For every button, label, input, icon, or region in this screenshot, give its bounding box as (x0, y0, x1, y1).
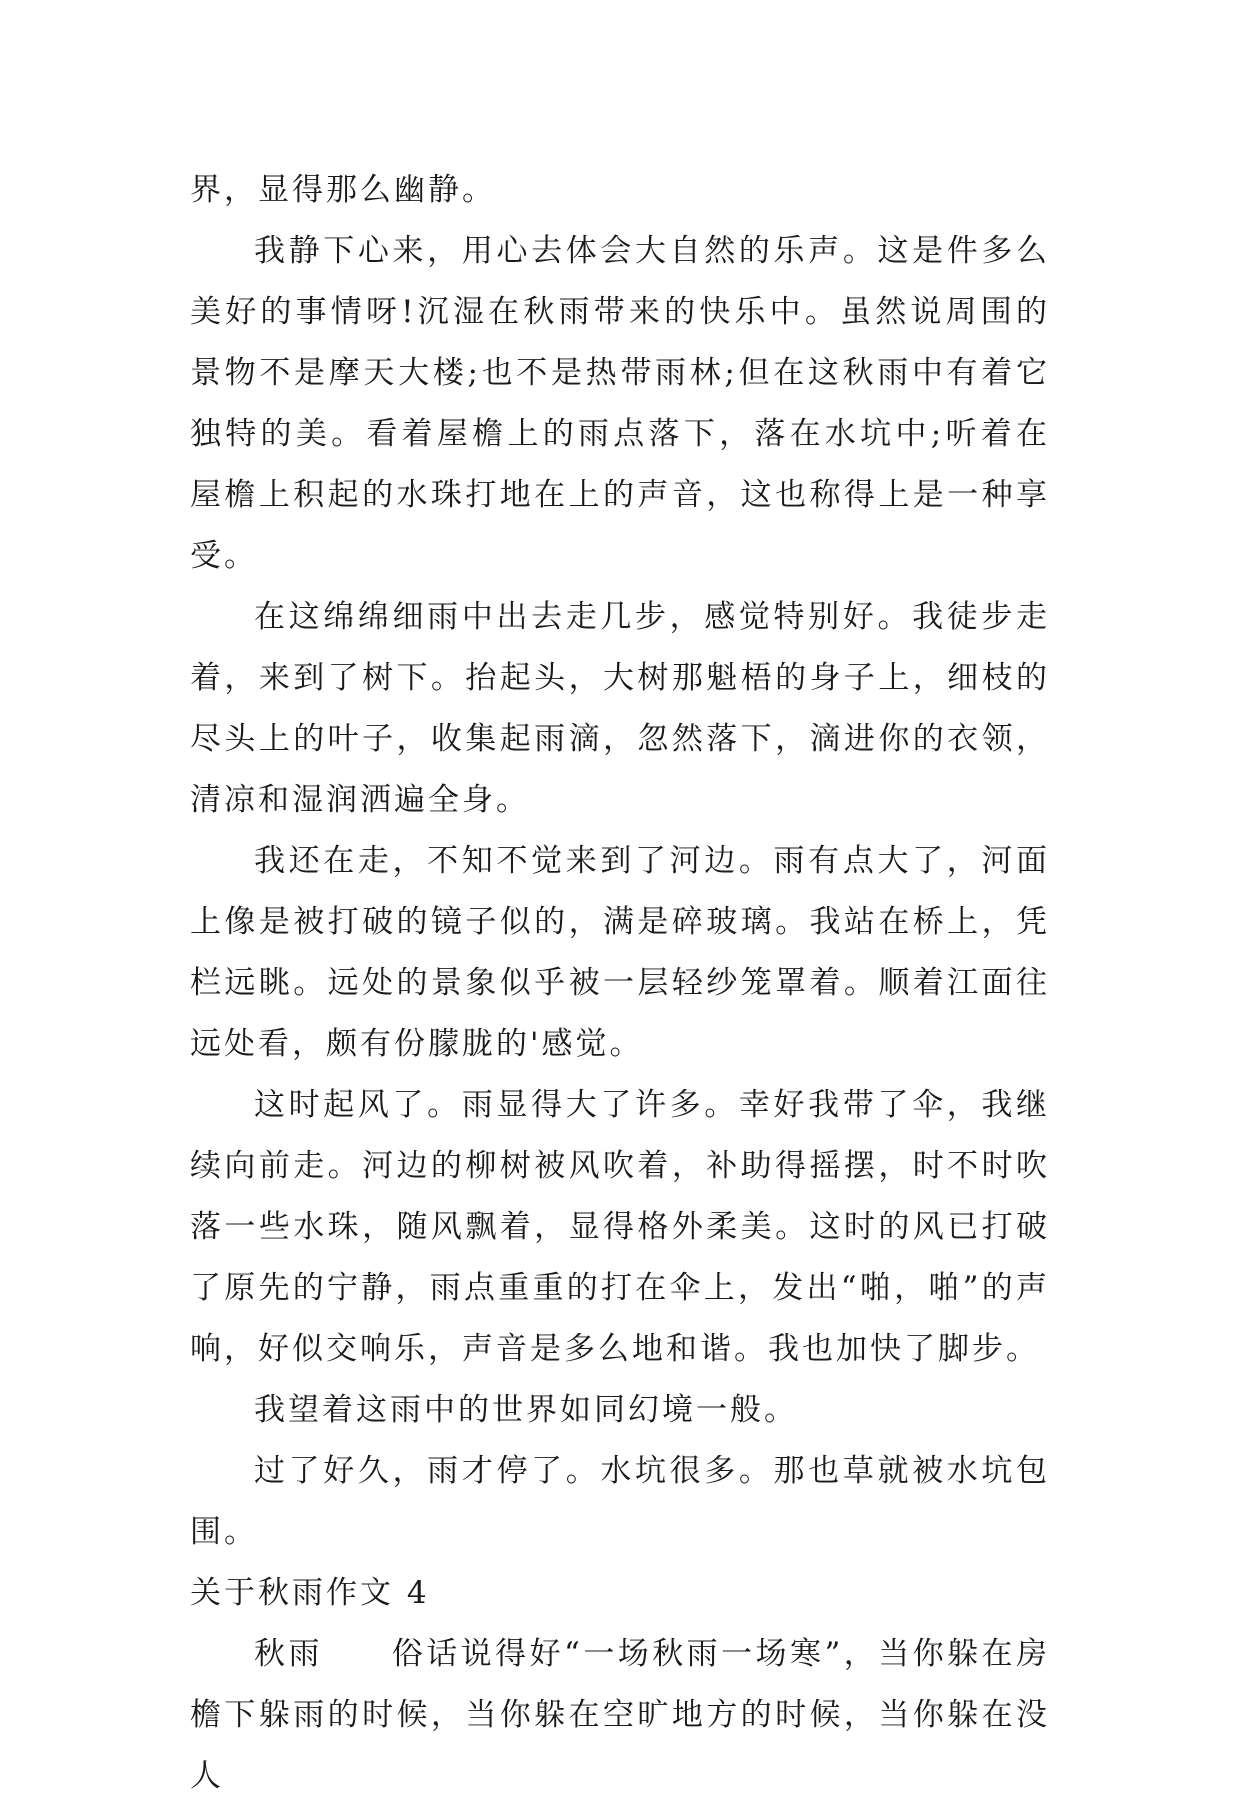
paragraph: 我还在走，不知不觉来到了河边。雨有点大了，河面上像是被打破的镜子似的，满是碎玻璃。我站在桥上，凭栏远眺。远处的景象似乎被一层轻纱笼罩着。顺着江面往远处看，颇有份朦胧的'感觉。 (190, 843, 1050, 1062)
paragraph: 我静下心来，用心去体会大自然的乐声。这是件多么美好的事情呀!沉湿在秋雨带来的快乐中。虽然说周围的景物不是摩天大楼;也不是热带雨林;但在这秋雨中有着它独特的美。看着屋檐上的雨点落下，落在水坑中;听着在屋檐上积起的水珠打地在上的声音，这也称得上是一种享受。 (190, 233, 1050, 574)
paragraph: 秋雨 俗话说得好“一场秋雨一场寒”，当你躲在房檐下躲雨的时候，当你躲在空旷地方的时候，当你躲在没人 (190, 1636, 1050, 1794)
essay-body (190, 160, 1050, 1807)
paragraph: 我望着这雨中的世界如同幻境一般。 (254, 1392, 798, 1428)
paragraph: 这时起风了。雨显得大了许多。幸好我带了伞，我继续向前走。河边的柳树被风吹着，补助得摇摆，时不时吹落一些水珠，随风飘着，显得格外柔美。这时的风已打破了原先的宁静，雨点重重的打在伞上，发出“啪，啪”的声响，好似交响乐，声音是多么地和谐。我也加快了脚步。 (190, 1087, 1050, 1367)
paragraph-continuation: 界，显得那么幽静。 (190, 172, 496, 208)
paragraph: 过了好久，雨才停了。水坑很多。那也草就被水坑包围。 (190, 1453, 1050, 1550)
section-heading: 关于秋雨作文 4 (190, 1575, 430, 1611)
paragraph: 在这绵绵细雨中出去走几步，感觉特别好。我徒步走着，来到了树下。抬起头，大树那魁梧的身子上，细枝的尽头上的叶子，收集起雨滴，忽然落下，滴进你的衣领，清凉和湿润洒遍全身。 (190, 599, 1050, 818)
